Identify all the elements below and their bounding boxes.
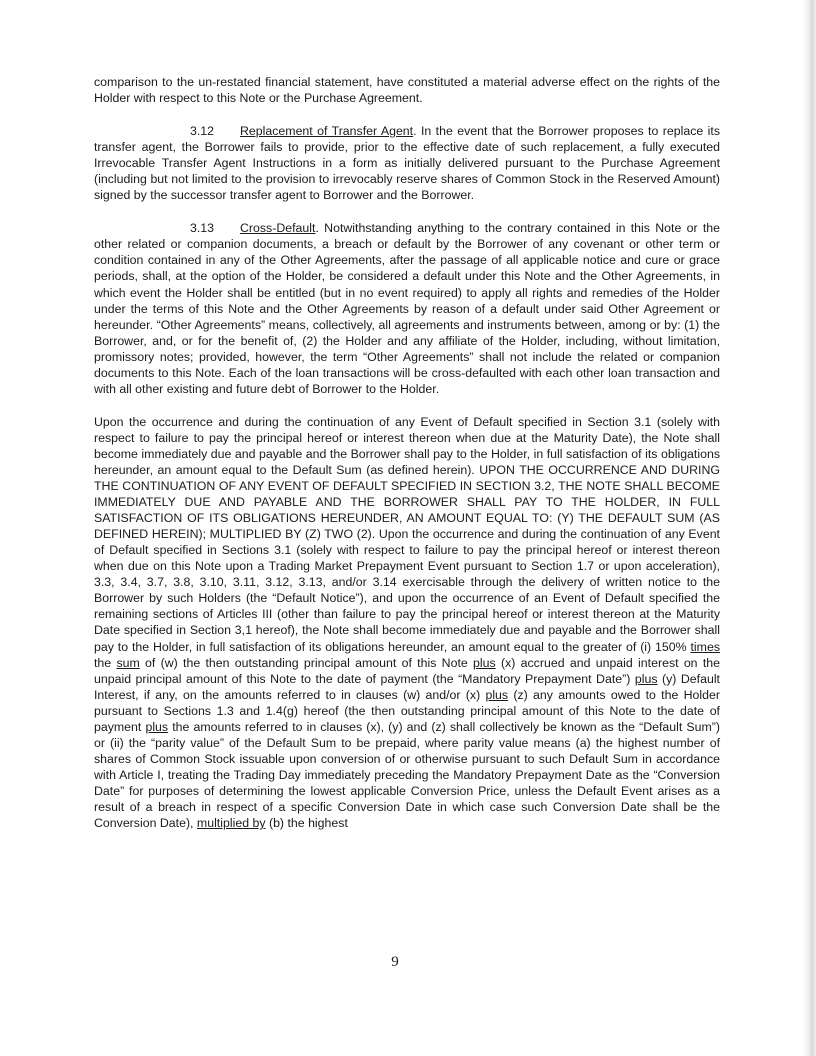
section-heading: Cross-Default: [240, 221, 316, 236]
section-heading: Replacement of Transfer Agent: [240, 124, 414, 139]
text-run: Upon the occurrence and during the continuation of any Event of Default specified in Section 3.1 (solely with respect to failure to pay the principal hereof or interest thereon when due at the Maturity Date), the Note shall become immediately due and payable and the Borrower shall pay to the Holder, in full satisfaction of its obligations hereunder, an amount equal to the Default Sum (as defined herein). UPON THE OCCURRENCE AND DURING THE CONTINUATION OF ANY EVENT OF DEFAULT SPECIFIED IN SECTION 3.2, THE NOTE SHALL BECOME IMMEDIATELY DUE AND PAYABLE AND THE BORROWER SHALL PAY TO THE HOLDER, IN FULL SATISFACTION OF ITS OBLIGATIONS HEREUNDER, AN AMOUNT EQUAL TO: (Y) THE DEFAULT SUM (AS DEFINED HEREIN); MULTIPLIED BY (Z) TWO (2). Upon the occurrence and during the continuation of any Event of Default specified in Sections 3.1 (solely with respect to failure to pay the principal hereof or interest thereon when due on this Note upon a Trading Market Prepayment Event pursuant to Section 1.7 or upon acceleration), 3.3, 3.4, 3.7, 3.8, 3.10, 3.11, 3.12, 3.13, and/or 3.14 exercisable through the delivery of written notice to the Borrower by such Holders (the “Default Notice”), and upon the occurrence of an Event of Default specified the remaining sections of Articles III (other than failure to pay the principal hereof or interest thereon at the Maturity Date specified in Section 3,1 hereof), the Note shall become immediately due and payable and the Borrower shall pay to the Holder, in full satisfaction of its obligations hereunder, an amount equal to the greater of (i) 150%: [94, 414, 720, 654]
text-run: (y) Default Interest, if any, on the amounts referred to in clauses (w) and/or (x): [94, 671, 720, 702]
document-page: [94, 74, 720, 831]
section-3-12: [94, 123, 720, 203]
underlined-term: plus: [485, 687, 509, 702]
text-run: the: [94, 655, 117, 670]
underlined-term: plus: [145, 719, 169, 734]
underlined-term: sum: [116, 655, 140, 670]
underlined-term: times: [690, 639, 720, 654]
underlined-term: plus: [473, 655, 496, 670]
section-body: . In the event that the Borrower proposes to replace its transfer agent, the Borrower fails to provide, prior to the effective date of such replacement, a fully executed Irrevocable Transfer Agent Instructions in a form as initially delivered pursuant to the Purchase Agreement (including but not limited to the provision to irrevocably reserve shares of Common Stock in the Reserved Amount) signed by the successor transfer agent to Borrower and the Borrower.: [94, 124, 720, 203]
underlined-term: plus: [634, 671, 658, 686]
text-run: the amounts referred to in clauses (x), (y) and (z) shall collectively be known as the “Default Sum”) or (ii) the “parity value” of the Default Sum to be prepaid, where parity value means (a) the highest number of shares of Common Stock issuable upon conversion of or otherwise pursuant to such Default Sum in accordance with Article I, treating the Trading Day immediately preceding the Mandatory Prepayment Date as the “Conversion Date” for purposes of determining the lowest applicable Conversion Price, unless the Default Event arises as a result of a breach in respect of a specific Conversion Date in which case such Conversion Date shall be the Conversion Date),: [94, 719, 720, 831]
scan-page-edge: [802, 0, 816, 1056]
paragraph-continued: comparison to the un-restated financial statement, have constituted a material adverse effect on the rights of the Holder with respect to this Note or the Purchase Agreement.: [94, 75, 720, 106]
default-sum-paragraph: [94, 414, 720, 831]
page-number: 9: [391, 954, 399, 970]
section-body: . Notwithstanding anything to the contrary contained in this Note or the other related or companion documents, a breach or default by the Borrower of any covenant or other term or condition contained in any of the Other Agreements, after the passage of all applicable notice and cure or grace periods, shall, at the option of the Holder, be considered a default under this Note and the Other Agreements, in which event the Holder shall be entitled (but in no event required) to apply all rights and remedies of the Holder under the terms of this Note and the Other Agreements by reason of a default under said Other Agreement or hereunder. “Other Agreements” means, collectively, all agreements and instruments between, among or by: (1) the Borrower, and, or for the benefit of, (2) the Holder and any affiliate of the Holder, including, without limitation, promissory notes; provided, however, the term “Other Agreements” shall not include the related or companion documents to this Note. Each of the loan transactions will be cross-defaulted with each other loan transaction and with all other existing and future debt of Borrower to the Holder.: [94, 221, 720, 396]
text-run: of (w) the then outstanding principal amount of this Note: [139, 655, 474, 670]
section-3-13: [94, 220, 720, 397]
underlined-term: multiplied by: [196, 816, 266, 831]
text-run: (x) accrued and unpaid interest on the unpaid principal amount of this Note to the date of payment (the “Mandatory Prepayment Date”): [94, 655, 720, 686]
text-run: (b) the highest: [265, 816, 348, 831]
section-number: 3.13: [190, 221, 215, 236]
text-run: (z) any amounts owed to the Holder pursuant to Sections 1.3 and 1.4(g) hereof (the then outstanding principal amount of this Note to the date of payment: [94, 687, 720, 734]
section-number: 3.12: [190, 124, 215, 139]
